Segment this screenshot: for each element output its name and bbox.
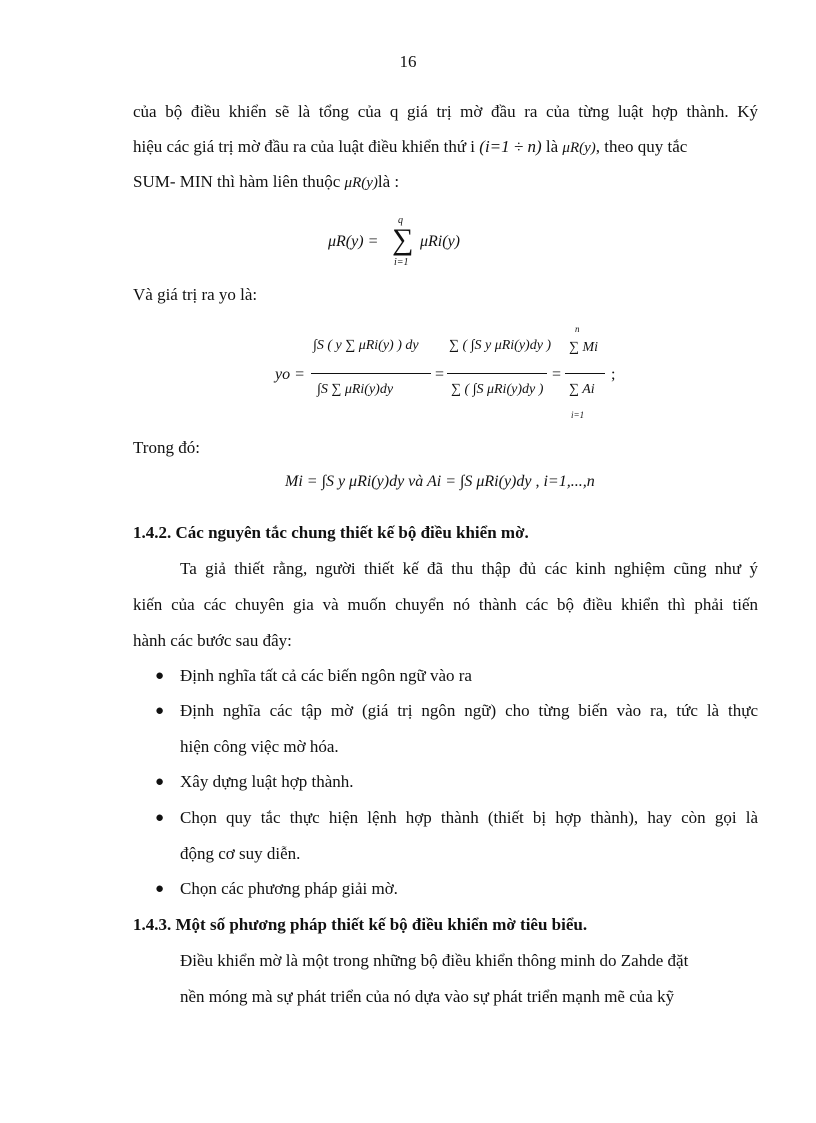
bullet-dot: ● [155, 668, 165, 684]
eq2-num2: ∑ ( ∫S y μRi(y)dy ) [449, 338, 552, 353]
eq2-den3: ∑ Ai [569, 382, 595, 397]
bullet-dot: ● [155, 810, 165, 826]
eq2-num1: ∫S ( y ∑ μRi(y) ) dy [313, 338, 419, 353]
bullet-item-5: Chọn các phương pháp giải mờ. [180, 879, 398, 898]
intro-line-1: của bộ điều khiển sẽ là tổng của q giá trị mờ đầu ra của từng luật hợp thành. Ký [133, 102, 758, 121]
s143-paragraph-line-1: Điều khiển mờ là một trong những bộ điều khiển thông minh do Zahde đặt [180, 951, 689, 970]
s142-paragraph-line-1: Ta giả thiết rằng, người thiết kế đã thu thập đủ các kinh nghiệm cũng như ý [180, 559, 758, 578]
intro-line-2-tail: , theo quy tắc [595, 137, 688, 156]
intro-line-3-text: SUM- MIN thì hàm liên thuộc [133, 172, 345, 191]
s142-paragraph-line-3: hành các bước sau đây: [133, 631, 292, 650]
bullet-item-2: Định nghĩa các tập mờ (giá trị ngôn ngữ) cho từng biến vào ra, tức là thực [180, 701, 758, 720]
intro-line-3 [133, 172, 758, 192]
eq1-lower: i=1 [394, 257, 409, 268]
eq2-den2: ∑ ( ∫S μRi(y)dy ) [451, 382, 544, 397]
index-range: (i=1 ÷ n) [479, 137, 542, 156]
bullet-item-2-cont: hiện công việc mờ hóa. [180, 737, 339, 756]
eq2-lhs: yo = [275, 366, 305, 383]
eq2-semicolon: ; [611, 366, 616, 383]
equation-mu-r-sum [328, 215, 528, 270]
eq1-lhs: μR(y) = [328, 233, 379, 250]
eq2-n-label: n [575, 324, 580, 334]
bullet-dot: ● [155, 881, 165, 897]
bullet-dot: ● [155, 703, 165, 719]
intro-line-2 [133, 137, 758, 157]
eq2-fraction-bar-1 [311, 373, 431, 374]
equation-centroid [275, 318, 620, 428]
intro-line-2-la: là [541, 137, 563, 156]
s143-paragraph-line-2: nền móng mà sự phát triển của nó dựa vào sự phát triển mạnh mẽ của kỹ [180, 987, 675, 1006]
eq2-fraction-bar-3 [565, 373, 605, 374]
bullet-item-3: Xây dựng luật hợp thành. [180, 772, 354, 791]
eq2-fraction-bar-2 [447, 373, 547, 374]
mu-r-inline-2: μR(y) [344, 175, 378, 191]
page-number: 16 [399, 52, 417, 71]
section-heading-1-4-2: 1.4.2. Các nguyên tắc chung thiết kế bộ điều khiển mờ. [133, 523, 529, 542]
eq1-sigma: ∑ [392, 223, 414, 256]
bullet-item-1: Định nghĩa tất cả các biến ngôn ngữ vào ra [180, 666, 472, 685]
bullet-item-4-cont: động cơ suy diễn. [180, 844, 301, 863]
eq2-equals-1: = [435, 366, 445, 383]
section-heading-1-4-3: 1.4.3. Một số phương pháp thiết kế bộ điều khiển mờ tiêu biểu. [133, 915, 588, 934]
equation-moments: Mi = ∫S y μRi(y)dy và Ai = ∫S μRi(y)dy , i=1,...,n [285, 473, 595, 490]
intro-line-3-tail: là : [377, 172, 400, 191]
where-line: Trong đó: [133, 438, 200, 457]
intro-line-2-text: hiệu các giá trị mờ đầu ra của luật điều khiển thứ i [133, 137, 480, 156]
bullet-dot: ● [155, 774, 165, 790]
eq2-equals-2: = [552, 366, 562, 383]
eq1-upper: q [398, 215, 403, 226]
eq2-num3: ∑ Mi [569, 340, 599, 355]
mu-r-inline: μR(y) [562, 140, 596, 156]
eq2-i-label: i=1 [571, 410, 585, 420]
eq1-term: μRi(y) [420, 233, 461, 250]
output-value-line: Và giá trị ra yo là: [133, 285, 258, 304]
eq2-den1: ∫S ∑ μRi(y)dy [317, 382, 394, 397]
s142-paragraph-line-2: kiến của các chuyên gia và muốn chuyển nó thành các bộ điều khiển thì phải tiến [133, 595, 758, 614]
bullet-item-4: Chọn quy tắc thực hiện lệnh hợp thành (thiết bị hợp thành), hay còn gọi là [180, 808, 758, 827]
